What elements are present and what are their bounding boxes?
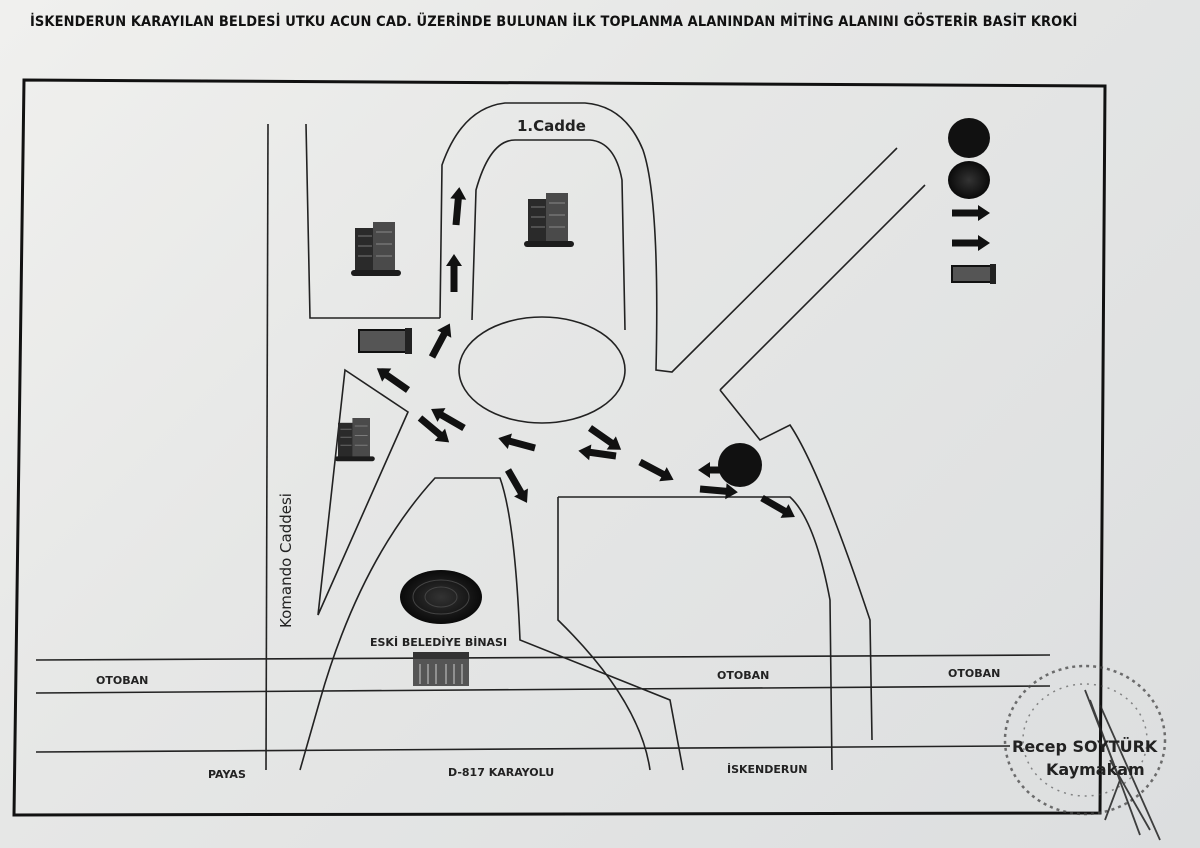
- road-diagonal-right: [720, 185, 925, 390]
- map-frame: [14, 80, 1105, 815]
- label-otoban-mid: OTOBAN: [717, 669, 770, 682]
- label-iskenderun: İSKENDERUN: [727, 763, 808, 776]
- meeting-area-marker: [400, 570, 482, 624]
- stamp-title: Kaymakam: [1046, 760, 1145, 779]
- legend: [948, 118, 996, 284]
- legend-gate-icon: [952, 264, 996, 284]
- assembly-point-marker: [718, 443, 762, 487]
- building-icon: [351, 222, 401, 276]
- legend-route-arrow-icon: [952, 205, 990, 221]
- label-1-cadde: 1.Cadde: [517, 117, 586, 135]
- block-eski-belediye: [300, 478, 683, 770]
- route-arrows: [372, 186, 799, 523]
- label-eski-belediye: ESKİ BELEDİYE BİNASI: [370, 636, 508, 649]
- label-otoban-right: OTOBAN: [948, 667, 1001, 680]
- page-title: İSKENDERUN KARAYILAN BELDESİ UTKU ACUN CAD. ÜZERİNDE BULUNAN İLK TOPLANMA ALANINDAN MİTİNG ALANINI GÖSTERİR BASİT KROKİ: [30, 14, 1078, 30]
- roundabout: [459, 317, 625, 423]
- eski-belediye-building-icon: [413, 652, 469, 686]
- road-d817: [36, 746, 1010, 752]
- route-arrow: [496, 430, 537, 455]
- island-left: [318, 370, 408, 615]
- label-komando-caddesi: Komando Caddesi: [277, 493, 295, 628]
- block-south-east: [558, 497, 832, 770]
- route-arrow: [446, 254, 462, 292]
- label-d817: D-817 KARAYOLU: [448, 766, 555, 779]
- label-otoban-left: OTOBAN: [96, 674, 149, 687]
- route-arrow: [636, 455, 677, 487]
- stamp-name: Recep SOYTÜRK: [1012, 737, 1158, 756]
- route-arrow: [448, 186, 467, 225]
- legend-assembly-point-icon: [948, 118, 990, 158]
- legend-route-arrow-icon: [952, 235, 990, 251]
- road-otoban: [36, 655, 1050, 693]
- road-1-cadde: [440, 103, 897, 372]
- route-arrow: [425, 320, 457, 361]
- gate-marker-left: [359, 328, 412, 354]
- label-payas: PAYAS: [208, 768, 246, 781]
- building-icon: [335, 418, 375, 461]
- building-icon: [524, 193, 574, 247]
- legend-meeting-area-icon: [948, 161, 990, 199]
- route-arrow: [758, 491, 799, 524]
